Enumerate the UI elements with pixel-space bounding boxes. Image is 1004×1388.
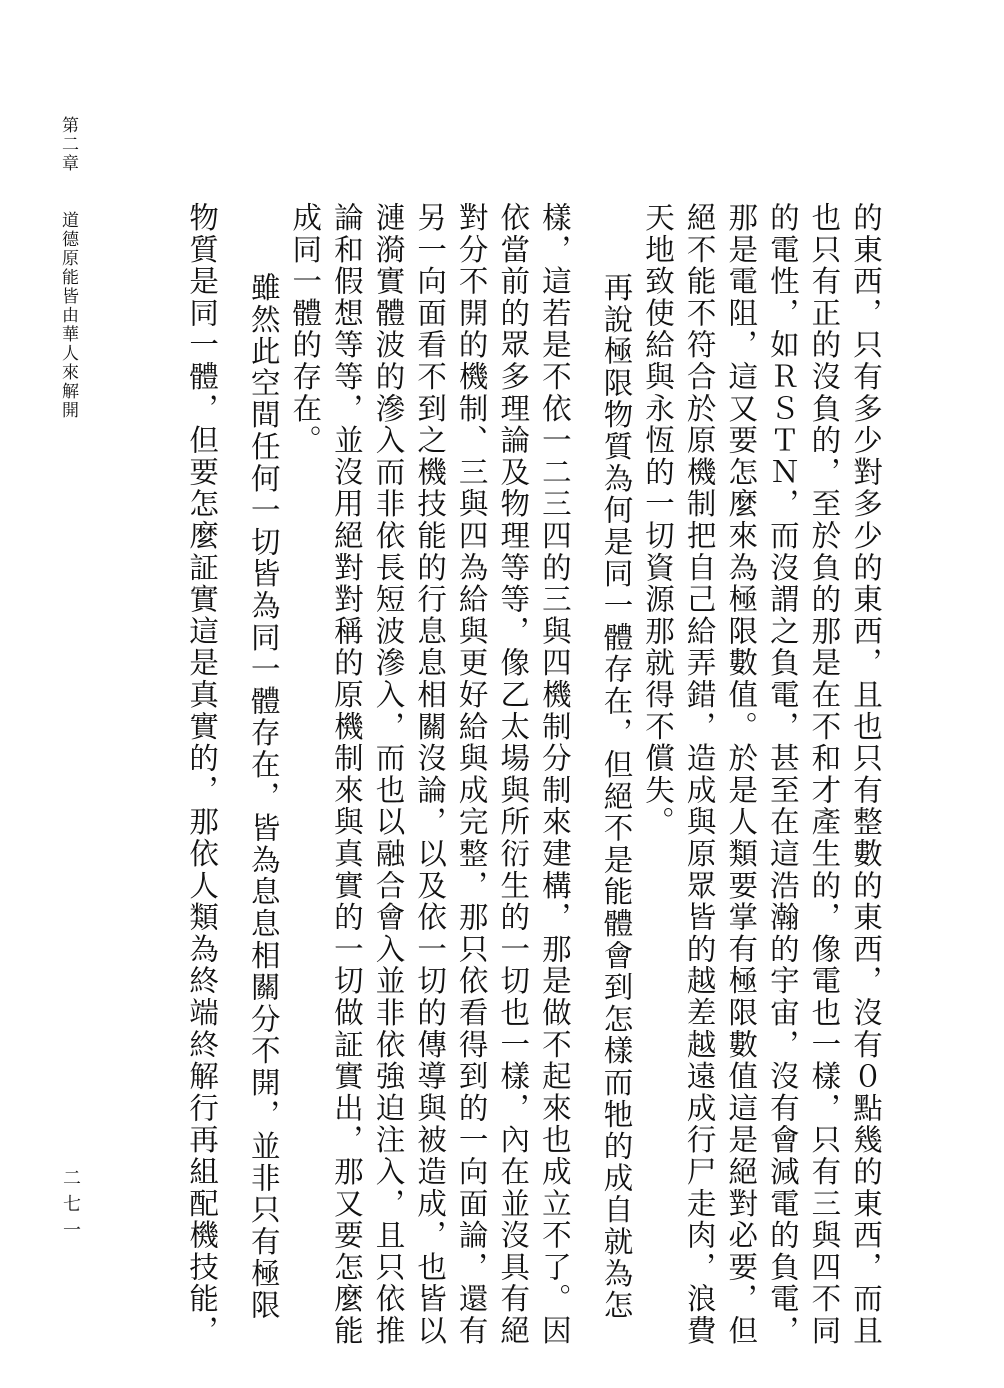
book-title: 道德原能皆由華人來解開: [58, 211, 78, 420]
text-column: 成同一體的存在。: [288, 202, 323, 457]
page-number: 二七一: [60, 1168, 81, 1246]
body-text: [181, 202, 887, 1347]
text-column: 的東西，只有多少對多少的東西，且也只有整數的東西，沒有０點幾的東西，而且: [849, 202, 883, 1347]
text-column: 天地致使給與永恆的一切資源那就得不償失。: [641, 202, 676, 838]
running-header: [56, 116, 80, 420]
text-column: 樣，這若是不依一二三四的三與四機制分制來建構，那是做不起來也成立不了。因: [537, 202, 572, 1347]
text-column: 物質是同一體，但要怎麼証實這是真實的，那依人類為終端終解行再組配機技能，: [185, 202, 220, 1347]
text-column: 也只有正的沒負的，至於負的那是在不和才產生的，像電也一樣，只有三與四不同: [807, 202, 842, 1347]
text-column: 另一向面看不到之機技能的行息息相關沒論，以及依一切的傳導與被造成，也皆以: [413, 202, 448, 1347]
chapter-label: 第二章: [58, 116, 78, 173]
text-column: 的電性，如ＲＳＴＮ，而沒謂之負電，甚至在這浩瀚的宇宙，沒有會減電的負電，: [765, 202, 800, 1347]
text-column: 對分不開的機制、三與四為給與更好給與成完整，那只依看得到的一向面論，還有: [454, 202, 489, 1347]
text-column: 絕不能不符合於原機制把自己給弄錯，造成與原眾皆的越差越遠成行尸走肉，浪費: [682, 202, 717, 1347]
text-column: 依當前的眾多理論及物理等等，像乙太場與所衍生的一切也一樣，內在並沒具有絕: [496, 202, 531, 1347]
text-column-paragraph-start: 再說極限物質為何是同一體存在，但絕不是能體會到怎樣而牠的成自就為怎: [599, 272, 634, 1322]
text-column: 論和假想等等，並沒用絕對對稱的原機制來與真實的一切做証實出，那又要怎麼能: [329, 202, 364, 1347]
text-column: 那是電阻，這又要怎麼來為極限數值。於是人類要掌有極限數值這是絕對必要，但: [724, 202, 759, 1347]
text-column: 漣漪實體波的滲入而非依長短波滲入，而也以融合會入並非依強迫注入，且只依推: [371, 202, 406, 1347]
text-column-paragraph-start: 雖然此空間任何一切皆為同一體存在，皆為息息相關分不開，並非只有極限: [246, 272, 281, 1322]
